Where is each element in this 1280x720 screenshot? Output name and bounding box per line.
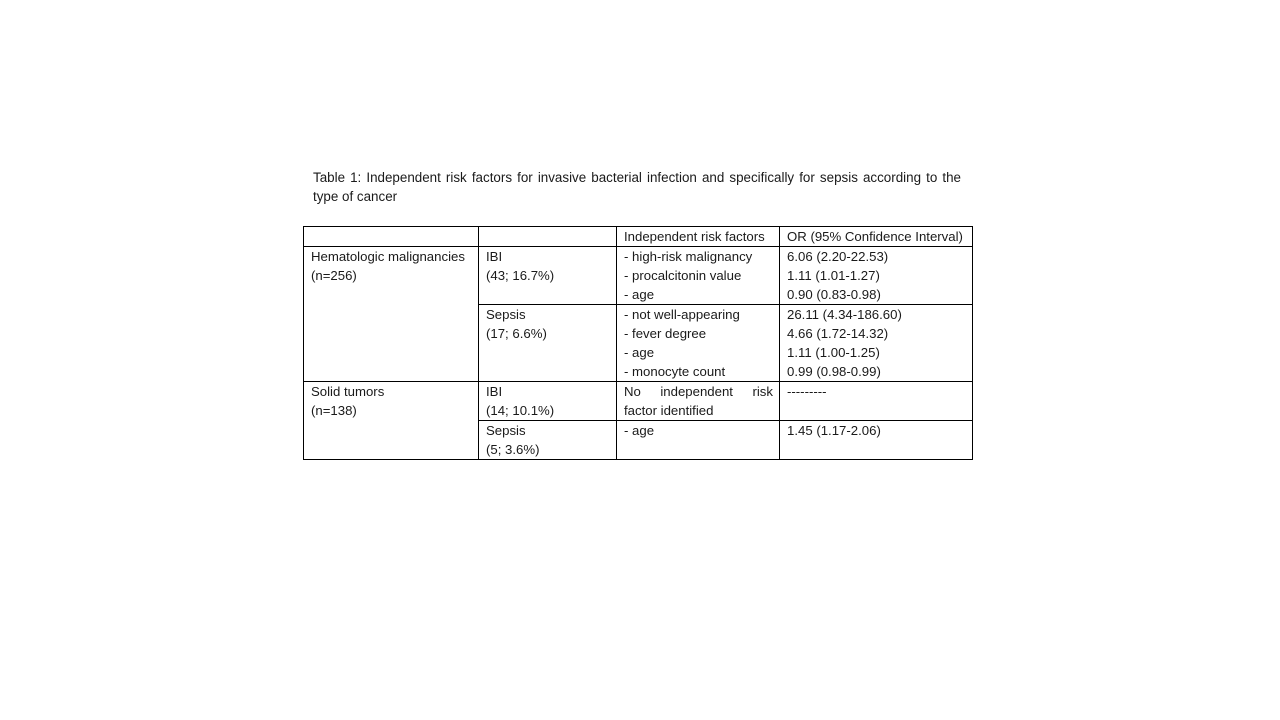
header-or-ci: OR (95% Confidence Interval) bbox=[780, 227, 973, 247]
or-value: 0.90 (0.83-0.98) bbox=[787, 287, 881, 302]
or-value: 0.99 (0.98-0.99) bbox=[787, 364, 881, 379]
risk-factor: factor identified bbox=[624, 403, 714, 418]
subgroup-label: IBI bbox=[486, 384, 503, 399]
or-cell bbox=[780, 247, 973, 305]
subgroup-label: Sepsis bbox=[486, 307, 526, 322]
risk-factor: - age bbox=[624, 287, 655, 302]
header-empty-cell bbox=[479, 227, 617, 247]
or-value: 1.11 (1.01-1.27) bbox=[787, 268, 880, 283]
table-row bbox=[304, 247, 973, 305]
risk-factor: - age bbox=[624, 345, 655, 360]
or-value: 6.06 (2.20-22.53) bbox=[787, 249, 889, 264]
subgroup-count: (5; 3.6%) bbox=[486, 442, 540, 457]
risk-factor: - fever degree bbox=[624, 326, 707, 341]
header-empty-cell bbox=[304, 227, 479, 247]
risk-factor: - age bbox=[624, 423, 655, 438]
risk-factor: - high-risk malignancy bbox=[624, 249, 753, 264]
caption-line-2: type of cancer bbox=[313, 189, 398, 204]
subgroup-cell bbox=[479, 305, 617, 382]
group-label: Hematologic malignancies bbox=[311, 249, 465, 264]
risk-factor: - monocyte count bbox=[624, 364, 726, 379]
group-n: (n=256) bbox=[311, 268, 357, 283]
risk-factor: - procalcitonin value bbox=[624, 268, 742, 283]
subgroup-cell bbox=[479, 247, 617, 305]
risk-factor: - not well-appearing bbox=[624, 307, 740, 322]
risk-factors-cell bbox=[617, 421, 780, 460]
group-n: (n=138) bbox=[311, 403, 357, 418]
subgroup-label: IBI bbox=[486, 249, 503, 264]
subgroup-label: Sepsis bbox=[486, 423, 526, 438]
header-risk-factors: Independent risk factors bbox=[617, 227, 780, 247]
risk-factors-cell bbox=[617, 247, 780, 305]
subgroup-count: (43; 16.7%) bbox=[486, 268, 555, 283]
subgroup-count: (14; 10.1%) bbox=[486, 403, 555, 418]
hematologic-group-cell bbox=[304, 247, 479, 382]
risk-factors-cell bbox=[617, 382, 780, 421]
table-header-row bbox=[304, 227, 973, 247]
or-value: 26.11 (4.34-186.60) bbox=[787, 307, 902, 322]
or-cell bbox=[780, 421, 973, 460]
or-value: --------- bbox=[787, 384, 827, 399]
or-cell bbox=[780, 305, 973, 382]
subgroup-count: (17; 6.6%) bbox=[486, 326, 547, 341]
solid-group-cell bbox=[304, 382, 479, 460]
risk-factors-cell bbox=[617, 305, 780, 382]
caption-line-1: Table 1: Independent risk factors for invasive bacterial infection and specifically for sepsis according to the bbox=[313, 170, 961, 185]
or-value: 1.45 (1.17-2.06) bbox=[787, 423, 881, 438]
risk-factor: No independent risk bbox=[624, 384, 773, 399]
group-label: Solid tumors bbox=[311, 384, 385, 399]
or-cell bbox=[780, 382, 973, 421]
table-caption bbox=[313, 168, 961, 206]
risk-factors-table bbox=[303, 226, 973, 460]
or-value: 1.11 (1.00-1.25) bbox=[787, 345, 880, 360]
or-value: 4.66 (1.72-14.32) bbox=[787, 326, 889, 341]
subgroup-cell bbox=[479, 382, 617, 421]
table-row bbox=[304, 382, 973, 421]
subgroup-cell bbox=[479, 421, 617, 460]
